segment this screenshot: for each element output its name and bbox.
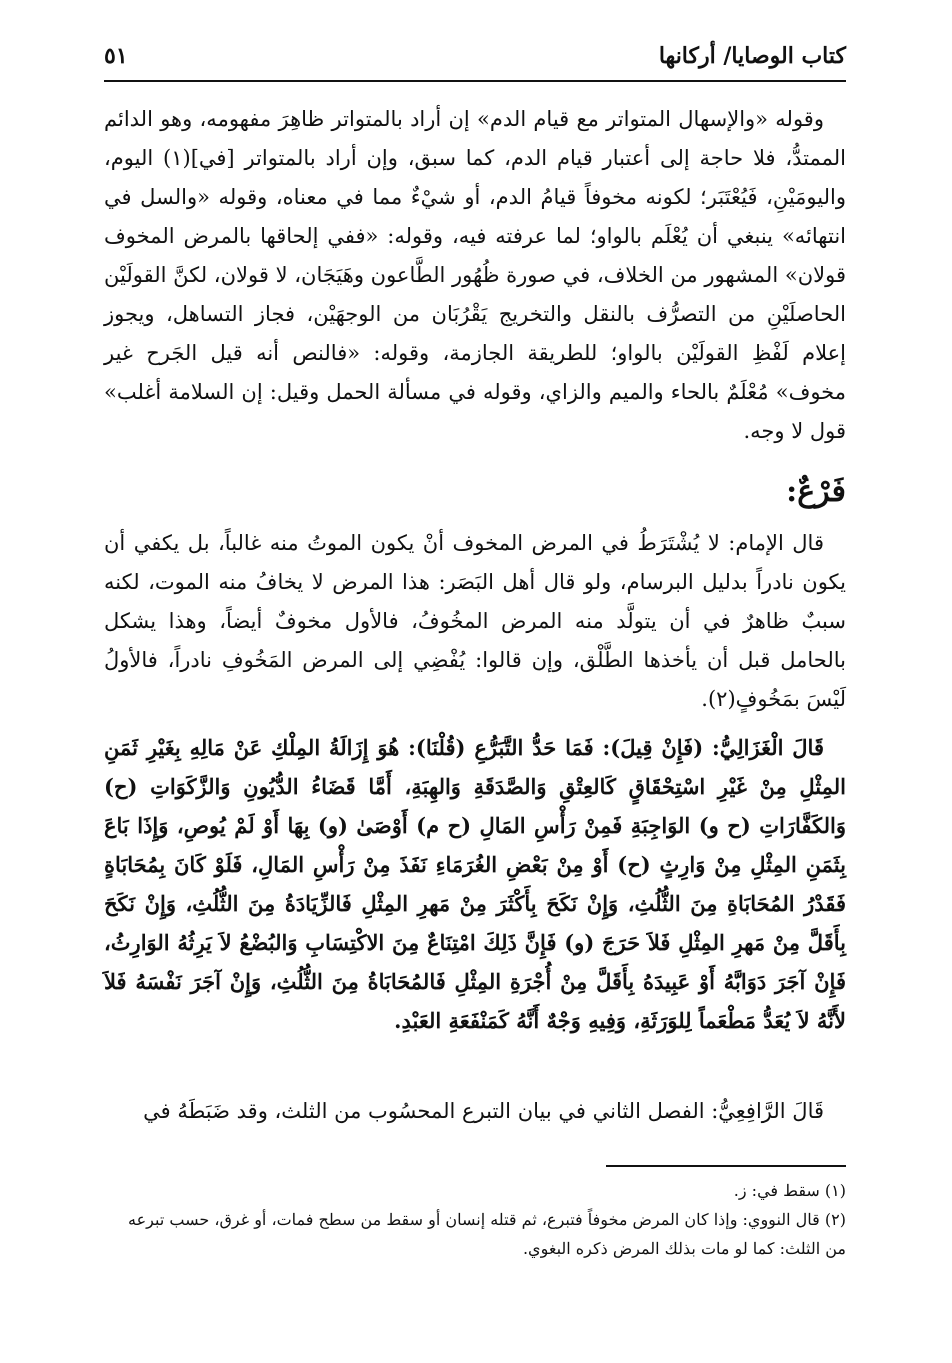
commentary-paragraph-2 [104,524,846,714]
header-rule [104,80,846,82]
footnote-rule [606,1165,846,1167]
footnotes [104,1176,846,1263]
footnote-2: (٢) قال النووي: وإذا كان المرض مخوفاً فتبرع، ثم قتله إنسان أو سقط من سطح فمات، أو غرق، حسب تبرعه من الثلث: كما لو مات بذلك المرض ذكره البغوي. [128,1210,846,1258]
commentary-paragraph-1 [104,100,846,443]
footnote-1: (١) سقط في: ز. [733,1181,846,1200]
page-number: ٥١ [104,43,128,69]
paragraph-2-text: قال الإمام: لا يُشْتَرَطُ في المرض المخوف أنْ يكون الموتُ منه غالباً، بل يكفي أن يكون نادراً بدليل البرسام، ولو قال أهل البَصَر: هذا المرض لا يخافُ منه الموت، لكنه سببٌ ظاهرٌ في أن يتولَّد منه المرض المخُوفُ، فالأول مخوفٌ أيضاً، وهذا يشكل بالحامل قبل أن يأخذها الطَّلْق، وإن قالوا: يُفْضِي إلى المرض المَخُوفِ نادراً، فالأولُ لَيْسَ بمَخُوفٍ(٢). [104,531,846,711]
page-header [104,36,846,76]
commentary-paragraph-rafii [104,1092,846,1134]
section-heading: فَرْعٌ: [786,474,846,509]
main-text-ghazali [104,728,846,1076]
ghazali-text: قَالَ الْغَزَالِيُّ: (فَإِنْ قِيلَ): فَمَا حَدُّ التَّبَرُّعِ (قُلْنَا): هُوَ إِزَالَةُ المِلْكِ عَنْ مَالِهِ بِغَيْرِ ثَمَنِ المِثْلِ مِنْ غَيْرِ اسْتِحْقَاقٍ كَالعِتْقِ وَالصَّدَقَةِ وَالهِبَةِ، أَمَّا قَضَاءُ الدُّيُونِ وَالزَّكَوَاتِ (ح) وَالكَفَّارَاتِ (ح و) الوَاجِبَةِ فَمِنْ رَأْسِ المَالِ (ح م) أَوْصَىٰ (و) بِهَا أَوْ لَمْ يُوصِ، وَإِذَا بَاعَ بِثَمَنِ المِثْلِ مِنْ وَارِثٍ (ح) أَوْ مِنْ بَعْضِ الغُرَمَاءِ نَفَذَ مِنْ رَأْسِ المَالِ، فَلَوْ كَانَ بِمُحَابَاةٍ فَقَدْرُ المُحَابَاةِ مِنَ الثُّلُثِ، وَإِنْ نَكَحَ بِأَكْثَرَ مِنْ مَهرِ المِثْلِ فَالزِّيَادَةُ مِنَ الثُّلُثِ، وَإِنْ نَكَحَ بِأَقَلَّ مِنْ مَهرِ المِثْلِ فَلاَ حَرَجَ (و) فَإِنَّ ذَلِكَ امْتِنَاعٌ مِنَ الاكْتِسَابِ وَالبُضْعُ لاَ يَرِثُهُ الوَارِثُ، فَإِنْ آجَرَ دَوَابَّهُ أَوْ عَبِيدَهُ بِأَقَلَّ مِنْ أُجْرَةِ المِثْلِ فَالمُحَابَاةُ مِنَ الثُّلُثِ، وَإِنْ آجَرَ نَفْسَهُ فَلاَ لأَنَّهُ لاَ يُعَدُّ مَطْعَماً لِلوَرَثَةِ، وَفِيهِ وَجْهٌ أَنَّهُ كَمَنْفَعَةِ العَبْدِ. [104,735,846,1033]
paragraph-1-text: وقوله «والإسهال المتواتر مع قيام الدم» إن أراد بالمتواتر ظاهِرَ مفهومه، وهو الدائم الممتدُّ، فلا حاجة إلى أعتبار قيام الدم، كما سبق، وإن أراد بالمتواتر [في](١) اليوم، واليومَيْنِ، فَيُعْتَبَر؛ لكونه مخوفاً قيامُ الدم، أو شيْءٌ مما في معناه، وقوله «والسل في انتهائه» ينبغي أن يُعْلَم بالواو؛ لما عرفته فيه، وقوله: «ففي إلحاقها بالمرض المخوف قولان» المشهور من الخلاف، في صورة ظُهُور الطَّاعون وهَيَجَان، لا قولان، لكنَّ القولَيْن الحاصلَيْنِ من التصرُّف بالنقل والتخريج يَقْرُبَان من الوجهَيْن، فجاز التساهل، ويجوز إعلام لَفْظِ القولَيْن بالواو؛ للطريقة الجازمة، وقوله: «فالنص أنه قيل الجَرح غير مخوف» مُعْلَمٌ بالحاء والميم والزاي، وقوله في مسألة الحمل وقيل: إن السلامة أغلب» قول لا وجه. [104,107,846,443]
running-title: كتاب الوصايا/ أركانها [658,43,846,69]
rafii-text: قَالَ الرَّافِعِيُّ: الفصل الثاني في بيان التبرع المحسُوب من الثلث، وقد ضَبَطَهُ في [143,1099,824,1123]
